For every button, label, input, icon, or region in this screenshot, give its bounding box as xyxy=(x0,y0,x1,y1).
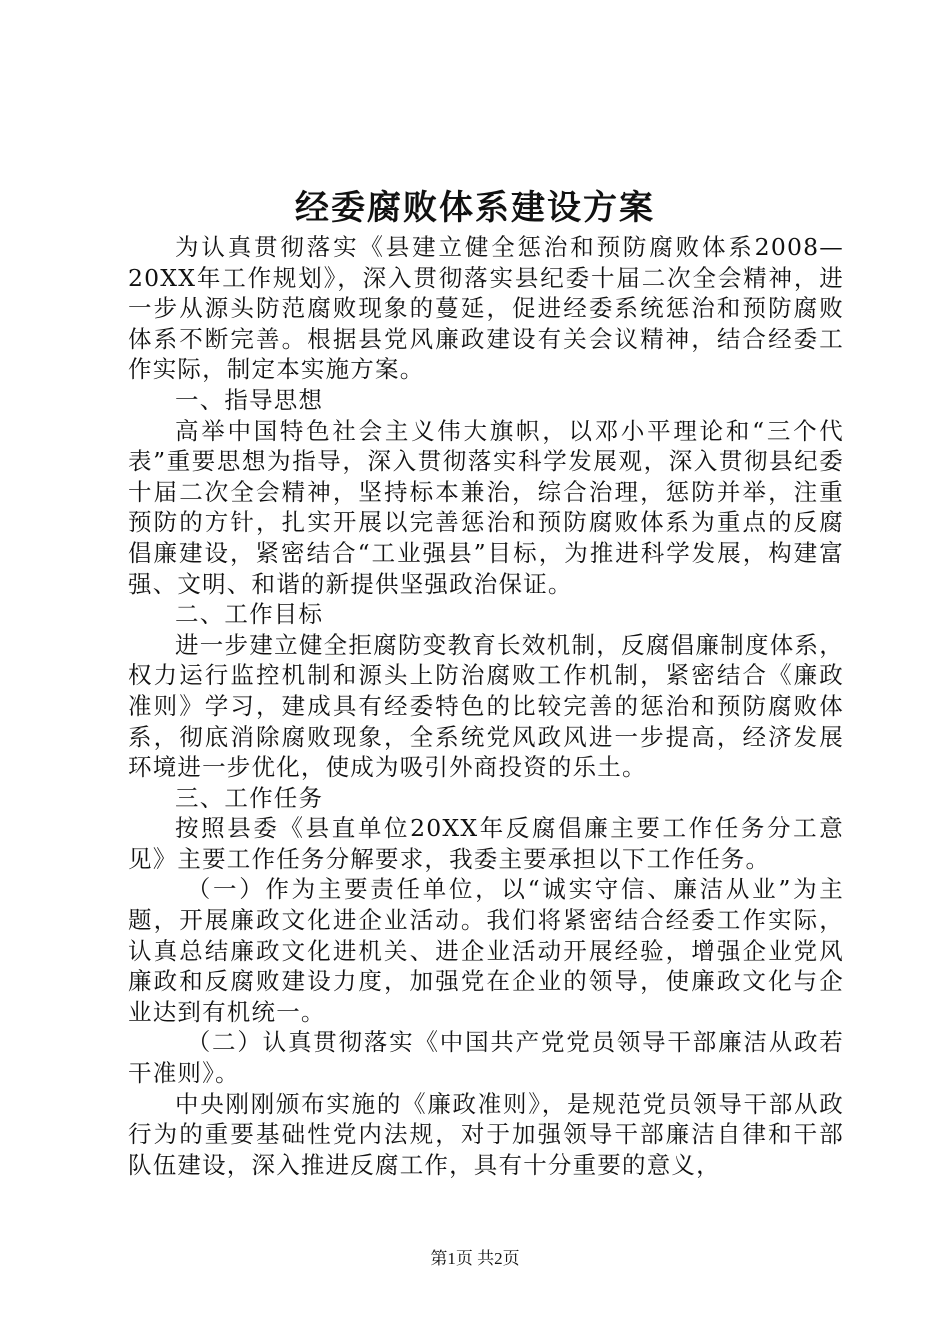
document-title: 经委腐败体系建设方案 xyxy=(295,188,655,228)
page-footer: 第1页 共2页 xyxy=(430,1249,520,1268)
section-heading-guiding-ideology: 一、指导思想 xyxy=(175,385,324,414)
paragraph-guiding-ideology: 高举中国特色社会主义伟大旗帜，以邓小平理论和“三个代表”重要思想为指导，深入贯彻落实科学发展观，深入贯彻县纪委十届二次全会精神，坚持标本兼治，综合治理，惩防并举，注重预防的方针，扎实开展以完善惩治和预防腐败体系为重点的反腐倡廉建设，紧密结合“工业强县”目标，为推进科学发展，构建富强、文明、和谐的新提供坚强政治保证。 xyxy=(128,416,844,598)
paragraph-work-tasks: 按照县委《县直单位20XX年反腐倡廉主要工作任务分工意见》主要工作任务分解要求，我委主要承担以下工作任务。 xyxy=(128,814,844,873)
paragraph-integrity-rules: 中央刚刚颁布实施的《廉政准则》，是规范党员领导干部从政行为的重要基础性党内法规，对于加强领导干部廉洁自律和干部队伍建设，深入推进反腐工作，具有十分重要的意义， xyxy=(128,1089,844,1179)
paragraph-task-two: （二）认真贯彻落实《中国共产党党员领导干部廉洁从政若干准则》。 xyxy=(128,1028,844,1088)
paragraph-intro: 为认真贯彻落实《县建立健全惩治和预防腐败体系2008—20XX年工作规划》，深入贯彻落实县纪委十届二次全会精神，进一步从源头防范腐败现象的蔓延，促进经委系统惩治和预防腐败体系不断完善。根据县党风廉政建设有关会议精神，结合经委工作实际，制定本实施方案。 xyxy=(128,233,844,384)
section-heading-work-tasks: 三、工作任务 xyxy=(175,783,324,812)
document-body xyxy=(128,232,844,1180)
paragraph-work-goals: 进一步建立健全拒腐防变教育长效机制，反腐倡廉制度体系，权力运行监控机制和源头上防治腐败工作机制，紧密结合《廉政准则》学习，建成具有经委特色的比较完善的惩治和预防腐败体系，彻底消除腐败现象，全系统党风政风进一步提高，经济发展环境进一步优化，使成为吸引外商投资的乐土。 xyxy=(128,630,844,782)
section-heading-work-goals: 二、工作目标 xyxy=(175,600,324,629)
paragraph-task-one: （一）作为主要责任单位，以“诚实守信、廉洁从业”为主题，开展廉政文化进企业活动。我们将紧密结合经委工作实际，认真总结廉政文化进机关、进企业活动开展经验，增强企业党风廉政和反腐败建设力度，加强党在企业的领导，使廉政文化与企业达到有机统一。 xyxy=(128,875,844,1026)
